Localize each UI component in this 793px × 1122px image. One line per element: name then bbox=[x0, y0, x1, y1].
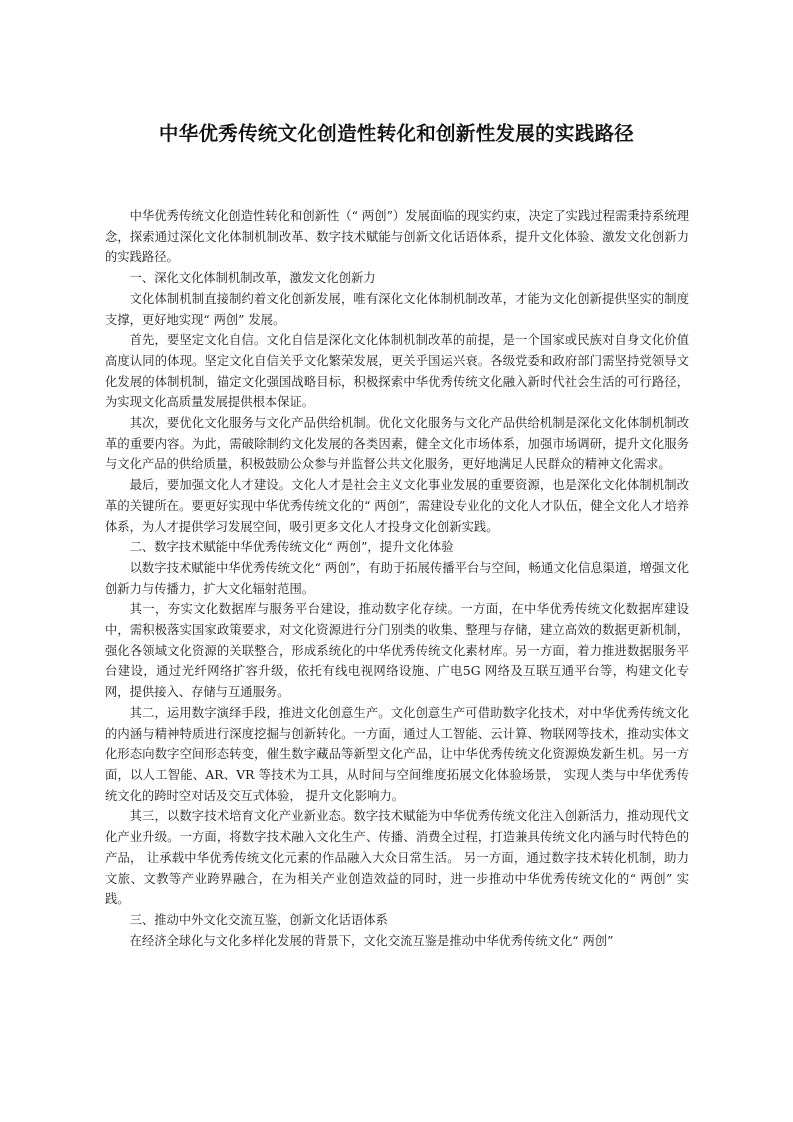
intro-paragraph: 中华优秀传统文化创造性转化和创新性（“ 两创”）发展面临的现实约束，决定了实践过程需秉持系统理念，探索通过深化文化体制机制改革、数字技术赋能与创新文化话语体系，提升文化体验、激发文化创新力的实践路径。 bbox=[105, 209, 689, 265]
body-paragraph: 以数字技术赋能中华优秀传统文化“ 两创”，有助于拓展传播平台与空间，畅通文化信息渠道，增强文化创新力与传播力，扩大文化辐射范围。 bbox=[105, 560, 689, 596]
body-paragraph: 其次，要优化文化服务与文化产品供给机制。优化文化服务与文化产品供给机制是深化文化体制机制改革的重要内容。为此，需破除制约文化发展的各类因素，健全文化市场体系，加强市场调研，提升文化服务与文化产品的供给质量，积极鼓励公众参与并监督公共文化服务，更好地满足人民群众的精神文化需求。 bbox=[105, 416, 689, 472]
document-title: 中华优秀传统文化创造性转化和创新性发展的实践路径 bbox=[158, 122, 635, 145]
section-heading-2: 二、数字技术赋能中华优秀传统文化“ 两创”，提升文化体验 bbox=[129, 540, 454, 555]
body-paragraph: 最后，要加强文化人才建设。文化人才是社会主义文化事业发展的重要资源，也是深化文化体制机制改革的关键所在。要更好实现中华优秀传统文化的“ 两创”，需建设专业化的文化人才队伍，健全文化人才培养体系，为人才提供学习发展空间，吸引更多文化人才投身文化创新实践。 bbox=[105, 478, 689, 534]
body-paragraph: 文化体制机制直接制约着文化创新发展，唯有深化文化体制机制改革，才能为文化创新提供坚实的制度支撑，更好地实现“ 两创” 发展。 bbox=[105, 291, 689, 327]
section-heading-3: 三、推动中外文化交流互鉴，创新文化话语体系 bbox=[129, 912, 388, 927]
body-paragraph: 其二，运用数字演绎手段，推进文化创意生产。文化创意生产可借助数字化技术，对中华优秀传统文化的内涵与精神特质进行深度挖掘与创新转化。一方面，通过人工智能、云计算、物联网等技术，推动实体文化形态向数字空间形态转变，催生数字藏品等新型文化产品，让中华优秀传统文化资源焕发新生机。另一方面，以人工智能、AR、VR 等技术为工具，从时间与空间维度拓展文化体验场景， 实现人类与中华优秀传统文化的跨时空对话及交互式体验， 提升文化影响力。 bbox=[105, 705, 689, 803]
body-paragraph: 首先，要坚定文化自信。文化自信是深化文化体制机制改革的前提，是一个国家或民族对自身文化价值高度认同的体现。坚定文化自信关乎文化繁荣发展，更关乎国运兴衰。各级党委和政府部门需坚持党领导文化发展的体制机制，锚定文化强国战略目标，积极探索中华优秀传统文化融入新时代社会生活的可行路径，为实现文化高质量发展提供根本保证。 bbox=[105, 333, 689, 410]
body-paragraph: 在经济全球化与文化多样化发展的背景下，文化交流互鉴是推动中华优秀传统文化“ 两创” bbox=[129, 933, 614, 948]
document-body bbox=[105, 206, 689, 951]
body-paragraph: 其三，以数字技术培育文化产业新业态。数字技术赋能为中华优秀传统文化注入创新活力，推动现代文化产业升级。一方面，将数字技术融入文化生产、传播、消费全过程，打造兼具传统文化内涵与时代特色的产品， 让承载中华优秀传统文化元素的作品融入大众日常生活。 另一方面，通过数字技术转化机制，助力文旅、文教等产业跨界融合，在为相关产业创造效益的同时，进一步推动中华优秀传统文化的“ 两创” 实践。 bbox=[105, 809, 689, 907]
section-heading-1: 一、深化文化体制机制改革，激发文化创新力 bbox=[129, 271, 376, 286]
body-paragraph: 其一，夯实文化数据库与服务平台建设，推动数字化存续。一方面，在中华优秀传统文化数据库建设中，需积极落实国家政策要求，对文化资源进行分门别类的收集、整理与存储，建立高效的数据更新机制，强化各领域文化资源的关联整合，形成系统化的中华优秀传统文化素材库。另一方面，着力推进数据服务平台建设，通过光纤网络扩容升级，依托有线电视网络设施、广电5G 网络及互联互通平台等，构建文化专网，提供接入、存储与互通服务。 bbox=[105, 602, 689, 700]
